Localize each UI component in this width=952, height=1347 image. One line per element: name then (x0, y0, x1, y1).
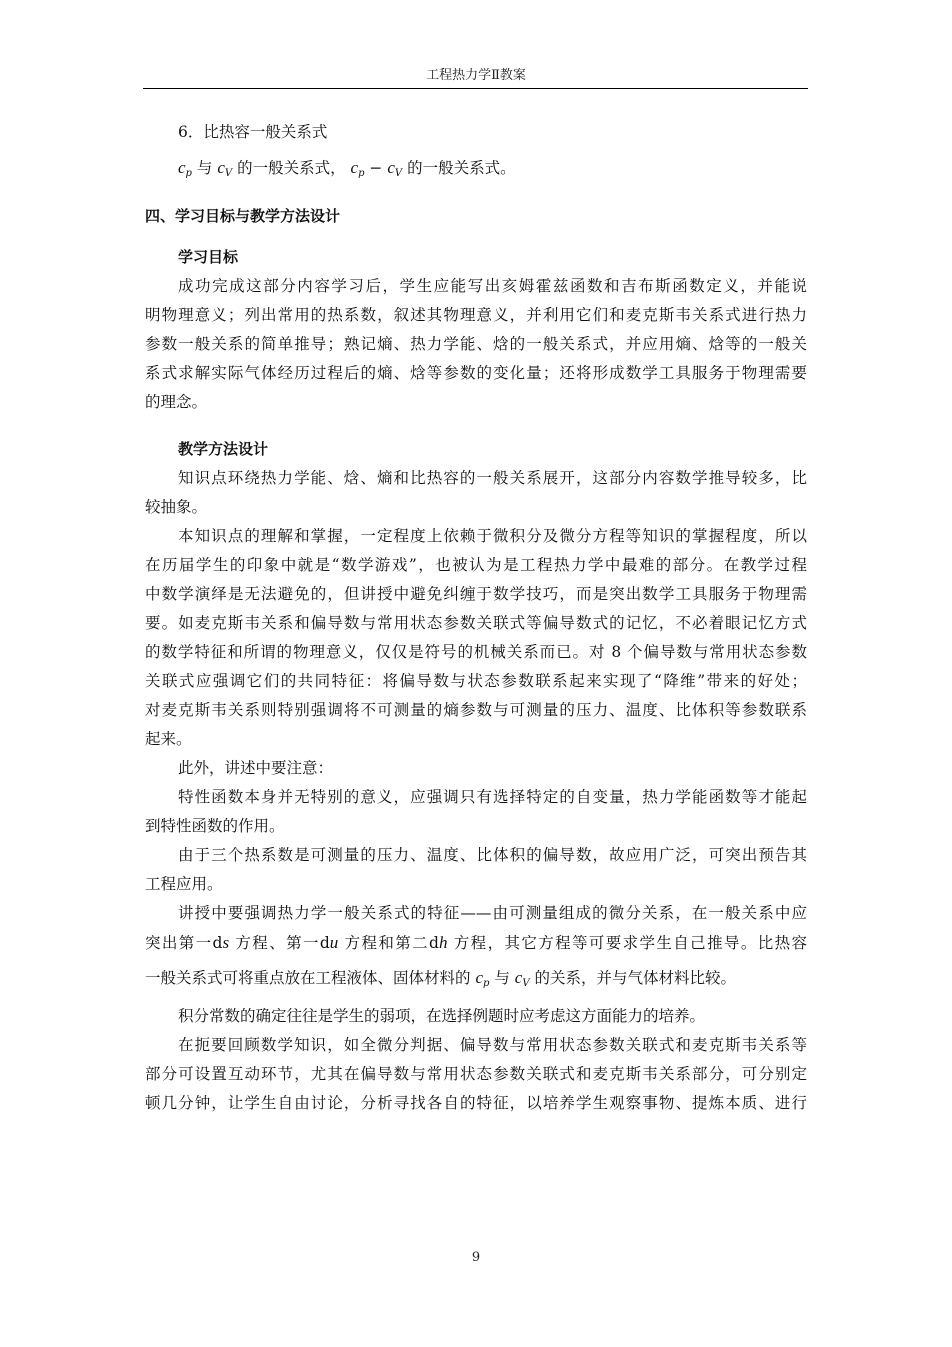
page-body (145, 118, 807, 1118)
methods-paragraph-6: 讲授中要强调热力学一般关系式的特征——由可测量组成的微分关系，在一般关系中应 突出第一ds 方程、第一du 方程和第二dh 方程，其它方程等可要求学生自己推导。比热容 一般关系式可将重点放在工程液体、固体材料的 $c_p$ 与 $c_V$ 的关系，并与气体材料比较。 (145, 899, 807, 992)
methods-paragraph-8: 在扼要回顾数学知识，如全微分判据、偏导数与常用状态参数关联式和麦克斯韦关系等 部分可设置互动环节，尤其在偏导数与常用状态参数关联式和麦克斯韦关系部分，可分别定 顿几分钟，让学生自由讨论，分析寻找各自的特征，以培养学生观察事物、提炼本质、进行 (145, 1036, 807, 1112)
methods-paragraph-1: 知识点环绕热力学能、焓、熵和比热容的一般关系展开，这部分内容数学推导较多，比 较抽象。 (145, 469, 807, 516)
methods-paragraph-3: 此外，讲述中要注意： (178, 759, 334, 777)
methods-paragraph-4: 特性函数本身并无特别的意义，应强调只有选择特定的自变量，热力学能函数等才能起 到特性函数的作用。 (145, 788, 807, 835)
section6-title: 6．比热容一般关系式 (178, 123, 328, 141)
methods-paragraph-2: 本知识点的理解和掌握，一定程度上依赖于微积分及微分方程等知识的掌握程度，所以 在历届学生的印象中就是“数学游戏”，也被认为是工程热力学中最难的部分。在教学过程 中数学演绎是无法避免的，但讲授中避免纠缠于数学技巧，而是突出数学工具服务于物理需 要。如麦克斯韦关系和偏导数与常用状态参数关联式等偏导数式的记忆，不必着眼记忆方式 的数学特征和所谓的物理意义，仅仅是符号的机械关系而已。对 8 个偏导数与常用状态参数 关联式应强调它们的共同特征：将偏导数与状态参数联系起来实现了“降维”带来的好处； 对麦克斯韦关系则特别强调将不可测量的熵参数与可测量的压力、温度、比体积等参数联系 起来。 (145, 527, 807, 748)
methods-heading: 教学方法设计 (178, 440, 269, 458)
page-number: 9 (471, 1250, 481, 1265)
header-rule (143, 88, 808, 89)
goals-paragraph: 成功完成这部分内容学习后，学生应能写出亥姆霍兹函数和吉布斯函数定义，并能说 明物理意义；列出常用的热系数，叙述其物理意义，并利用它们和麦克斯韦关系式进行热力 参数一般关系的简单推导；熟记熵、热力学能、焓的一般关系式，并应用熵、焓等的一般关 系式求解实际气体经历过程后的熵、焓等参数的变化量；还将形成数学工具服务于物理需要 的理念。 (145, 277, 807, 411)
differential-equations-line: 突出第一ds 方程、第一du 方程和第二dh 方程，其它方程等可要求学生自己推导。比热容 (145, 933, 807, 952)
section6-formula-line: $c_p$ 与 $c_V$ 的一般关系式， $c_p - c_V$ 的一般关系式。 (178, 158, 516, 179)
running-header: 工程热力学Ⅱ教案 (426, 68, 526, 83)
heat-capacity-line: 一般关系式可将重点放在工程液体、固体材料的 $c_p$ 与 $c_V$ 的关系，并与气体材料比较。 (145, 968, 737, 989)
methods-paragraph-5: 由于三个热系数是可测量的压力、温度、比体积的偏导数，故应用广泛，可突出预告其 工程应用。 (145, 846, 807, 893)
goals-heading: 学习目标 (178, 248, 239, 266)
methods-paragraph-7: 积分常数的确定往往是学生的弱项，在选择例题时应考虑这方面能力的培养。 (178, 1007, 706, 1025)
section4-heading: 四、学习目标与教学方法设计 (145, 207, 341, 225)
